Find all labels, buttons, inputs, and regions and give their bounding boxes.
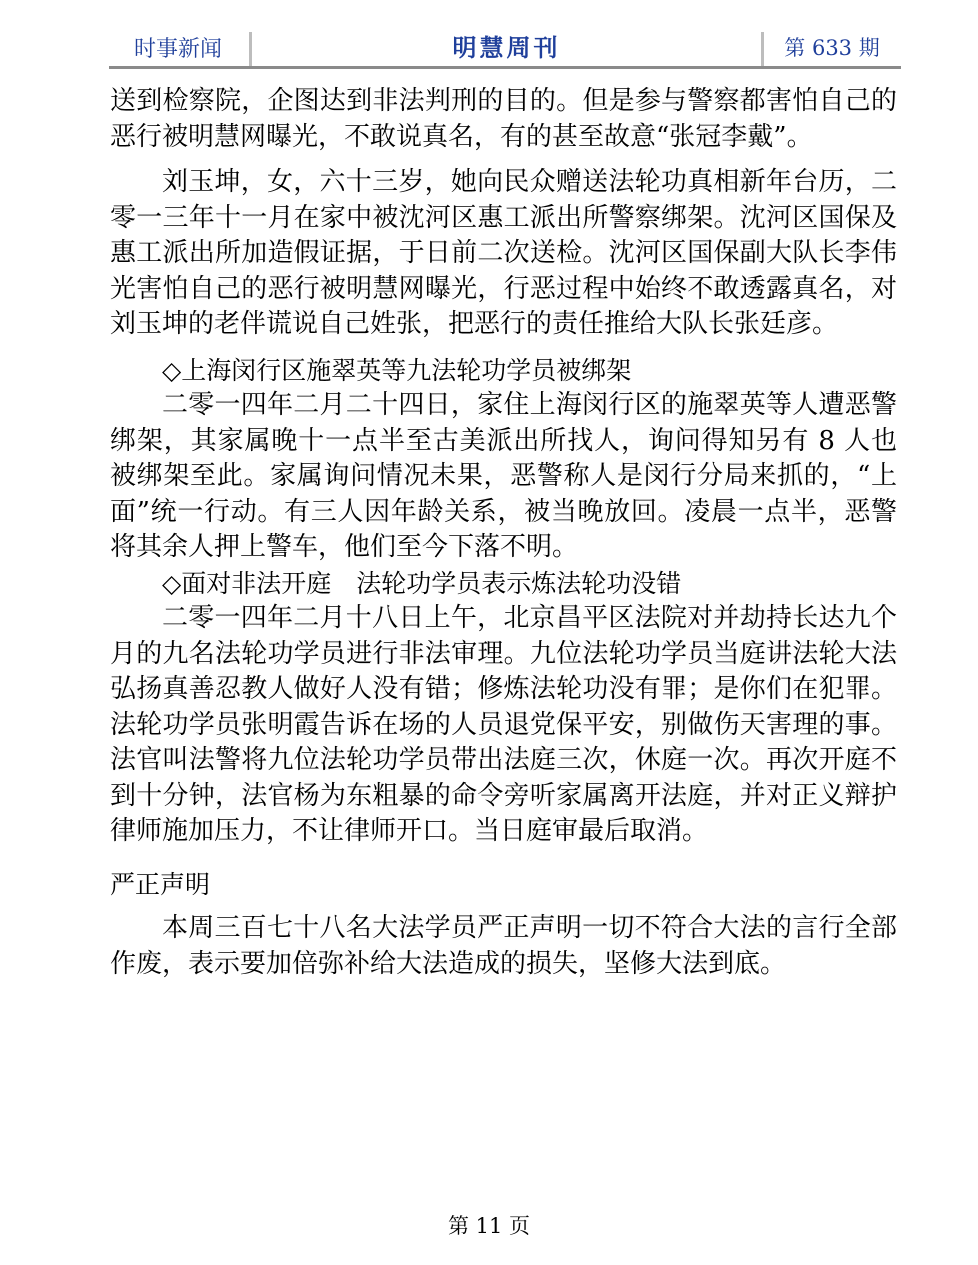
header-divider-left bbox=[249, 32, 252, 66]
paragraph-liu-yukun: 刘玉坤，女，六十三岁，她向民众赠送法轮功真相新年台历，二零一三年十一月在家中被沈河区惠工派出所警察绑架。沈河区国保及惠工派出所加造假证据，于日前二次送检。沈河区国保副大队长李伟光害怕自己的恶行被明慧网曝光，行恶过程中始终不敢透露真名，对刘玉坤的老伴谎说自己姓张，把恶行的责任推给大队长张廷彦。 bbox=[110, 167, 897, 339]
section-title-statement: 严正声明 bbox=[110, 869, 211, 899]
article-body bbox=[110, 84, 897, 982]
subheading-court: ◇面对非法开庭 法轮功学员表示炼法轮功没错 bbox=[162, 568, 682, 598]
page-number: 第 11 页 bbox=[447, 1214, 531, 1238]
paragraph-shanghai: 二零一四年二月二十四日，家住上海闵行区的施翠英等人遭恶警绑架，其家属晚十一点半至古美派出所找人，询问得知另有 8 人也被绑架至此。家属询问情况未果，恶警称人是闵行分局来抓的，“上面”统一行动。有三人因年龄关系，被当晚放回。凌晨一点半，恶警将其余人押上警车，他们至今下落不明。 bbox=[110, 390, 897, 562]
paragraph-continued: 送到检察院，企图达到非法判刑的目的。但是参与警察都害怕自己的恶行被明慧网曝光，不敢说真名，有的甚至故意“张冠李戴”。 bbox=[110, 86, 897, 152]
page-header bbox=[109, 26, 901, 70]
header-section-label: 时事新闻 bbox=[133, 37, 222, 62]
paragraph-court: 二零一四年二月十八日上午，北京昌平区法院对并劫持长达九个月的九名法轮功学员进行非法审理。九位法轮功学员当庭讲法轮大法弘扬真善忍教人做好人没有错；修炼法轮功没有罪；是你们在犯罪。法轮功学员张明霞告诉在场的人员退党保平安，别做伤天害理的事。法官叫法警将九位法轮功学员带出法庭三次，休庭一次。再次开庭不到十分钟，法官杨为东粗暴的命令旁听家属离开法庭，并对正义辩护律师施加压力，不让律师开口。当日庭审最后取消。 bbox=[110, 603, 897, 846]
header-publication-title: 明慧周刊 bbox=[452, 34, 561, 62]
subheading-shanghai: ◇上海闵行区施翠英等九法轮功学员被绑架 bbox=[162, 355, 632, 385]
header-rule bbox=[109, 66, 901, 69]
paragraph-statement: 本周三百七十八名大法学员严正声明一切不符合大法的言行全部作废，表示要加倍弥补给大法造成的损失，坚修大法到底。 bbox=[110, 913, 897, 979]
header-issue-number: 第 633 期 bbox=[784, 36, 880, 60]
